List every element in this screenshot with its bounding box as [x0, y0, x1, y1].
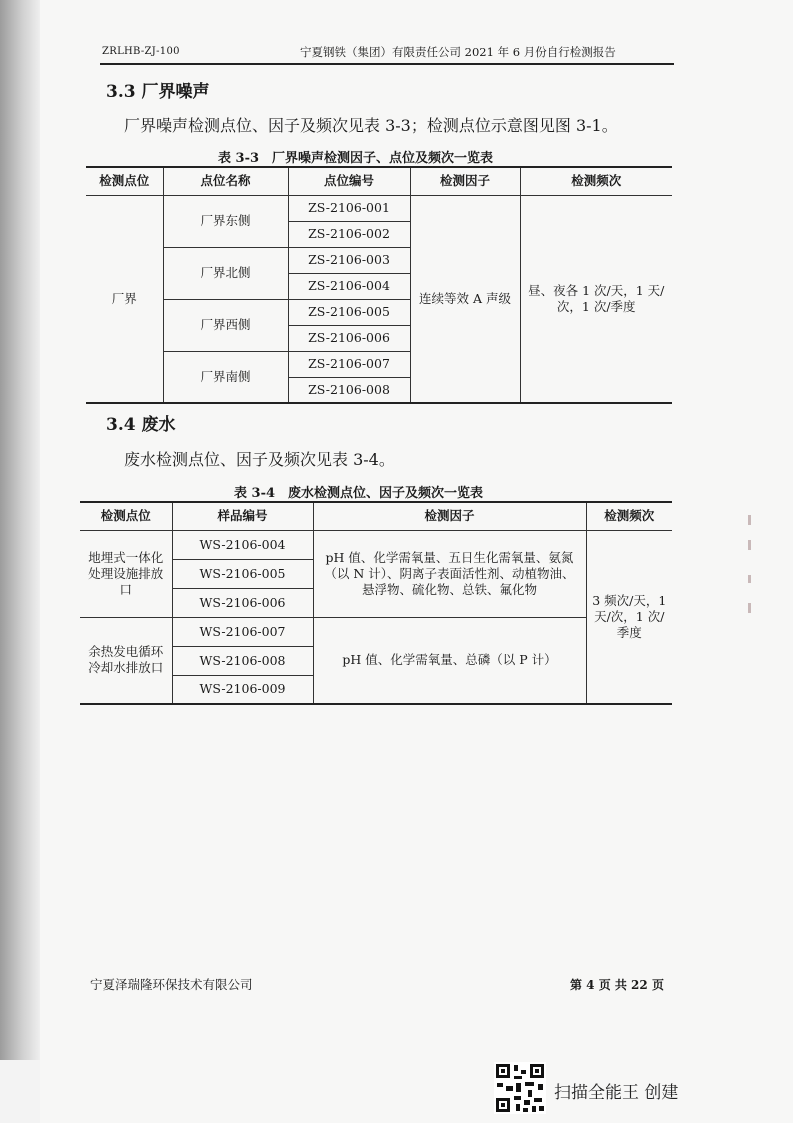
table-row	[80, 530, 672, 559]
point-name-cell: 厂界东侧	[163, 195, 288, 247]
water-col-factor: 检测因子	[313, 502, 586, 530]
noise-table	[86, 166, 672, 404]
noise-header-row	[86, 167, 672, 195]
water-location-cell: 地埋式一体化处理设施排放口	[80, 530, 172, 617]
water-table-caption: 表 3-4 废水检测点位、因子及频次一览表	[234, 486, 484, 501]
sample-id-cell: WS-2106-005	[172, 559, 313, 588]
footer-company: 宁夏泽瑞隆环保技术有限公司	[90, 977, 253, 992]
qr-code-icon	[494, 1062, 546, 1114]
point-name-cell: 厂界南侧	[163, 351, 288, 403]
point-id-cell: ZS-2106-002	[288, 221, 410, 247]
noise-col-point-name: 点位名称	[163, 167, 288, 195]
scan-artifact	[748, 515, 751, 525]
noise-location-cell: 厂界	[86, 195, 163, 403]
sample-id-cell: WS-2106-008	[172, 646, 313, 675]
scan-artifact	[748, 603, 751, 613]
water-factor-cell: pH 值、化学需氧量、五日生化需氧量、氨氮（以 N 计）、阴离子表面活性剂、动植物油、悬浮物、硫化物、总铁、氟化物	[313, 530, 586, 617]
noise-frequency-cell: 昼、夜各 1 次/天，1 天/次，1 次/季度	[520, 195, 672, 403]
scanner-watermark: 扫描全能王 创建	[554, 1083, 679, 1103]
scan-artifact	[748, 540, 751, 550]
noise-table-caption: 表 3-3 厂界噪声检测因子、点位及频次一览表	[218, 151, 494, 166]
sample-id-cell: WS-2106-009	[172, 675, 313, 704]
scan-shadow-edge	[0, 0, 40, 1060]
water-table	[80, 501, 672, 705]
water-intro: 废水检测点位、因子及频次见表 3-4。	[124, 450, 395, 469]
point-id-cell: ZS-2106-008	[288, 377, 410, 403]
noise-col-factor: 检测因子	[410, 167, 520, 195]
water-header-row	[80, 502, 672, 530]
scan-artifact	[748, 575, 751, 583]
noise-col-point-id: 点位编号	[288, 167, 410, 195]
water-factor-cell: pH 值、化学需氧量、总磷（以 P 计）	[313, 617, 586, 704]
water-col-frequency: 检测频次	[586, 502, 672, 530]
point-id-cell: ZS-2106-003	[288, 247, 410, 273]
point-id-cell: ZS-2106-007	[288, 351, 410, 377]
doc-code: ZRLHB-ZJ-100	[102, 46, 180, 57]
water-frequency-cell: 3 频次/天，1 天/次，1 次/季度	[586, 530, 672, 704]
sample-id-cell: WS-2106-004	[172, 530, 313, 559]
sample-id-cell: WS-2106-007	[172, 617, 313, 646]
table-row	[80, 617, 672, 646]
noise-col-frequency: 检测频次	[520, 167, 672, 195]
noise-factor-cell: 连续等效 A 声级	[410, 195, 520, 403]
section-title-water: 3.4 废水	[106, 415, 176, 435]
table-row	[86, 195, 672, 221]
sample-id-cell: WS-2106-006	[172, 588, 313, 617]
point-name-cell: 厂界北侧	[163, 247, 288, 299]
point-id-cell: ZS-2106-004	[288, 273, 410, 299]
water-location-cell: 余热发电循环冷却水排放口	[80, 617, 172, 704]
point-id-cell: ZS-2106-001	[288, 195, 410, 221]
water-col-location: 检测点位	[80, 502, 172, 530]
noise-intro: 厂界噪声检测点位、因子及频次见表 3-3；检测点位示意图见图 3-1。	[124, 116, 618, 135]
point-id-cell: ZS-2106-006	[288, 325, 410, 351]
footer-page-number: 第 4 页 共 22 页	[570, 978, 664, 992]
report-title: 宁夏钢铁（集团）有限责任公司 2021 年 6 月份自行检测报告	[300, 45, 616, 59]
section-title-noise: 3.3 厂界噪声	[106, 82, 210, 102]
header-rule	[100, 63, 674, 65]
point-name-cell: 厂界西侧	[163, 299, 288, 351]
point-id-cell: ZS-2106-005	[288, 299, 410, 325]
water-col-sample-id: 样品编号	[172, 502, 313, 530]
noise-col-location: 检测点位	[86, 167, 163, 195]
